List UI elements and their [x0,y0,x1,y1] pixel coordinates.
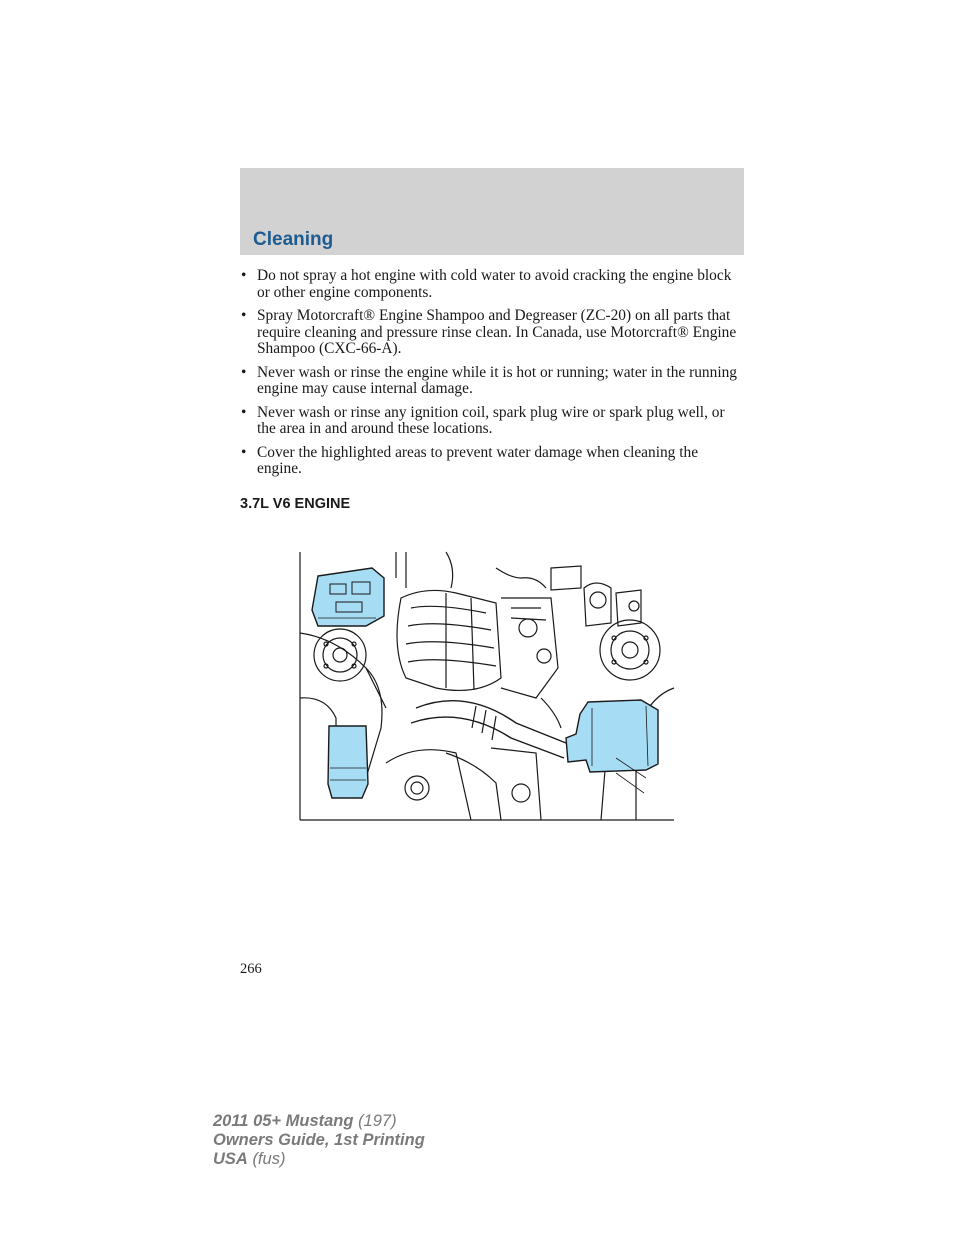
list-item [240,405,744,438]
bullet-text: Never wash or rinse any ignition coil, spark plug wire or spark plug well, or the area in and around these locations. [257,403,725,438]
cleaning-bullet-list [240,268,744,485]
footer-line-2: Owners Guide, 1st Printing [213,1131,425,1149]
document-footer [213,1112,425,1169]
list-item [240,268,744,301]
section-title: Cleaning [253,229,334,250]
bullet-icon: • [241,306,247,324]
list-item [240,308,744,358]
bullet-text: Never wash or rinse the engine while it is hot or running; water in the running engine may cause internal damage. [257,363,737,398]
footer-line-3: USA (fus) [213,1150,286,1168]
engine-subheading: 3.7L V6 ENGINE [240,496,351,512]
bullet-icon: • [241,267,247,284]
section-header-band [240,168,744,255]
bullet-text: Cover the highlighted areas to prevent water damage when cleaning the engine. [257,443,699,478]
list-item [240,365,744,398]
bullet-text: Do not spray a hot engine with cold water to avoid cracking the engine block or other engine components. [257,267,732,301]
list-item [240,445,744,478]
bullet-icon: • [241,403,247,421]
bullet-icon: • [241,363,247,381]
bullet-text: Spray Motorcraft® Engine Shampoo and Degreaser (ZC-20) on all parts that require cleaning and pressure rinse clean. In Canada, use Motorcraft® Engine Shampoo (CXC-66-A). [257,306,737,358]
bullet-icon: • [241,443,247,461]
engine-diagram [296,548,676,826]
footer-line-1: 2011 05+ Mustang (197) [213,1112,397,1130]
page-number: 266 [240,961,262,977]
